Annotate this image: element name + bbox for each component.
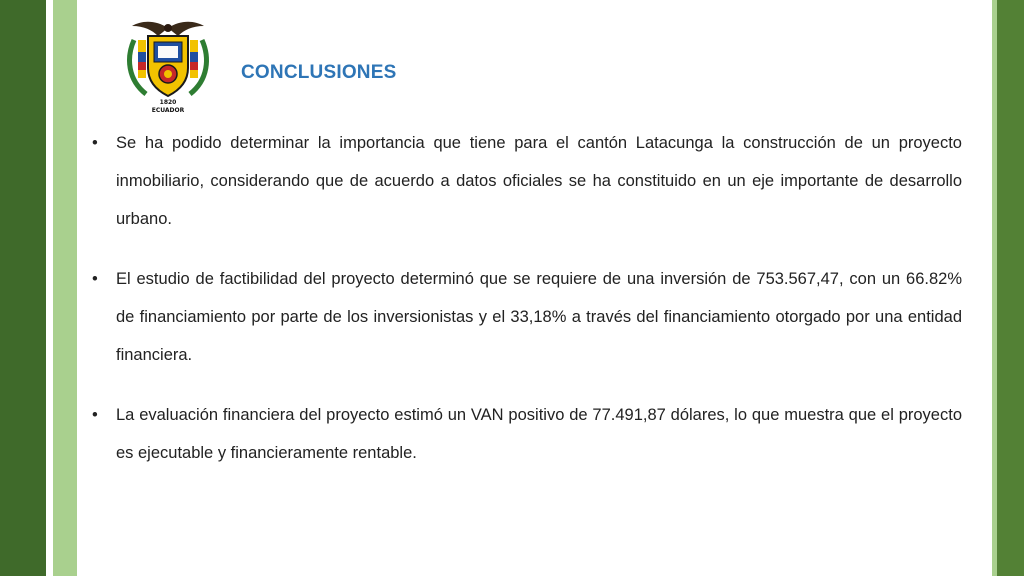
bullet-icon: • [92, 406, 98, 424]
left-dark-green-bar [0, 0, 46, 576]
bullet-icon: • [92, 270, 98, 288]
latacunga-coat-of-arms-logo [120, 18, 216, 118]
bullet-text: La evaluación financiera del proyecto estimó un VAN positivo de 77.491,87 dólares, lo que muestra que el proyecto es ejecutable y financieramente rentable. [116, 406, 962, 462]
bullet-list [92, 124, 962, 494]
seal-year: 1820 [159, 99, 177, 106]
bullet-text: Se ha podido determinar la importancia que tiene para el cantón Latacunga la construcción de un proyecto inmobiliario, considerando que de acuerdo a datos oficiales se ha constituido en un eje importante de desarrollo urbano. [116, 134, 962, 228]
bullet-icon: • [92, 134, 98, 152]
seal-country: ECUADOR [151, 107, 185, 114]
bullet-item [92, 124, 962, 238]
slide-title: CONCLUSIONES [241, 62, 397, 83]
bullet-text: El estudio de factibilidad del proyecto determinó que se requiere de una inversión de 753.567,47, con un 66.82% de financiamiento por parte de los inversionistas y el 33,18% a través del financiamiento otorgado por una entidad financiera. [116, 270, 962, 364]
left-light-green-bar [53, 0, 77, 576]
right-dark-green-bar [997, 0, 1024, 576]
bullet-item [92, 396, 962, 472]
bullet-item [92, 260, 962, 374]
coat-of-arms-icon [120, 18, 216, 102]
